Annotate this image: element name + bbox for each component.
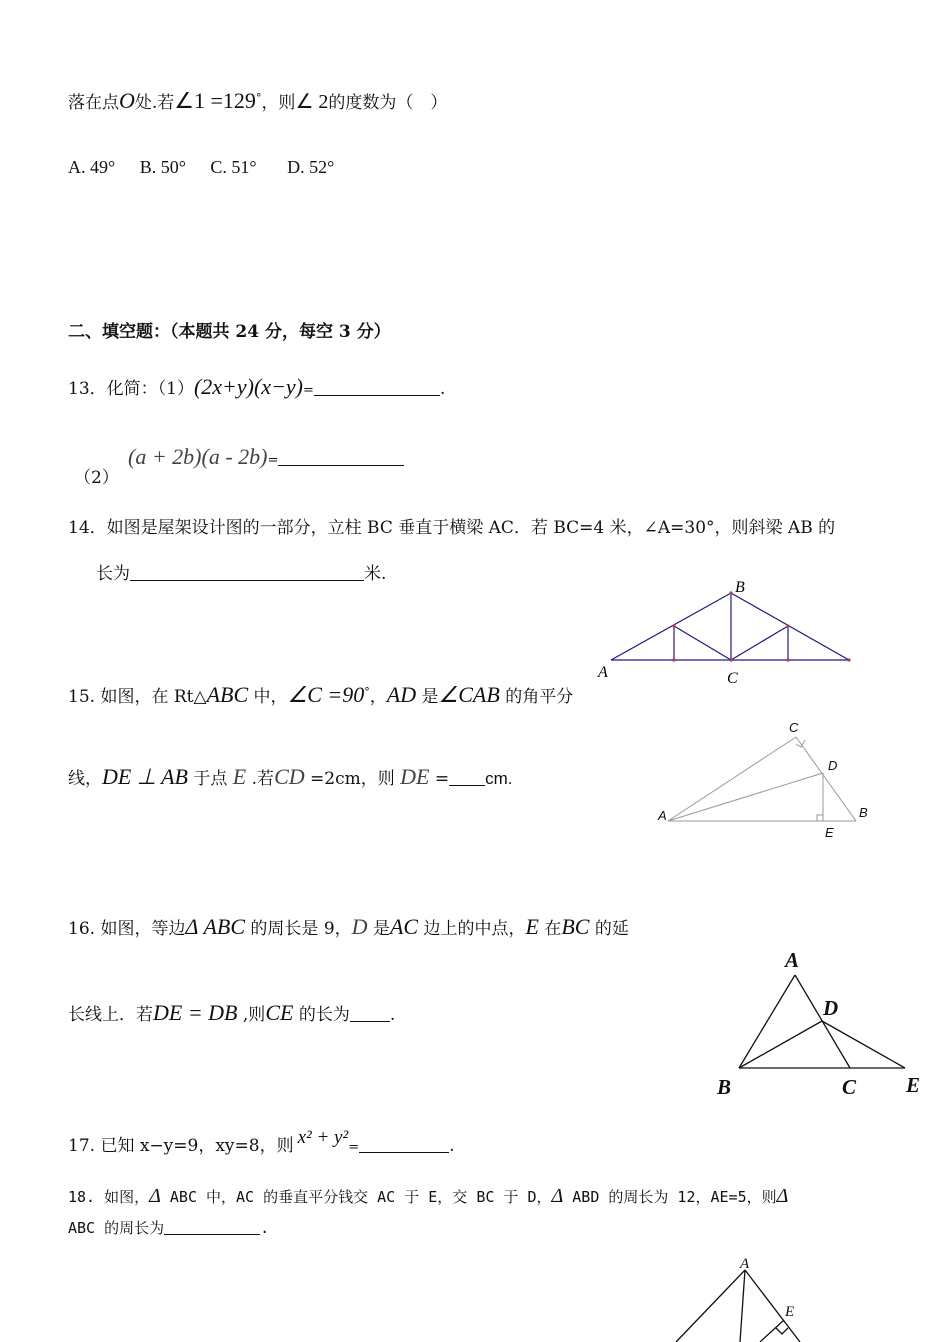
q12-text: 的度数为（ ）	[328, 93, 448, 113]
period: .	[449, 1136, 455, 1156]
q16-text: 16. 如图，等边	[68, 919, 186, 939]
q18-text: ABC 中，AC 的垂直平分钱交 AC 于 E，交 BC 于 D，	[160, 1188, 552, 1206]
q16-text: 边上的中点，	[418, 919, 526, 939]
triangle-name: ABC	[206, 682, 249, 707]
q15-text: 于点	[187, 769, 233, 789]
q16-text: ,则	[237, 1005, 266, 1025]
angle-c-expr: ∠C =90	[287, 682, 365, 707]
q16-text: 的周长是 9，	[245, 919, 352, 939]
q12-text: ，则	[261, 93, 296, 113]
segment-de: DE	[400, 764, 430, 789]
perpendicular-expr: DE ⊥ AB	[102, 764, 188, 789]
q13-expr2: (a + 2b)(a - 2b)	[128, 444, 268, 469]
q15-text: .若	[246, 769, 275, 789]
q14-text: 长为	[96, 564, 130, 584]
tri18-label-a: A	[740, 1256, 750, 1272]
q15-text: 的角平分	[499, 687, 574, 707]
q18-text: 18. 如图，	[68, 1188, 150, 1206]
q17-text: 17. 已知 x−y=9，xy=8，则	[68, 1136, 294, 1156]
option-b: B. 50°	[139, 157, 186, 177]
truss-label-c: C	[727, 670, 738, 687]
q16-text: 的长为	[293, 1005, 350, 1025]
q13-prefix: 13．化简：（1）	[68, 379, 194, 399]
tri15-label-e: E	[825, 825, 834, 840]
q13-sub2: （2）	[74, 468, 119, 488]
tri16-label-c: C	[842, 1075, 857, 1099]
q15-text: 是	[416, 687, 439, 707]
period: .	[260, 1219, 270, 1237]
option-c: C. 51°	[210, 157, 257, 177]
q12-text: 处.若	[134, 93, 175, 113]
section-title: 二、填空题：（本题共 24 分，每空 3 分）	[68, 322, 391, 342]
q13-expr1: (2x+y)(x−y)	[193, 374, 304, 399]
period: .	[439, 379, 446, 399]
q18-text: ABD 的周长为 12，AE=5，则	[563, 1188, 777, 1206]
point-e-label: E	[232, 764, 247, 789]
degree-sign: °	[364, 685, 370, 699]
segment-ad: AD	[386, 682, 417, 707]
q16-text: 的延	[589, 919, 629, 939]
segment-cd: CD	[274, 764, 305, 789]
q15-text: 15. 如图，在 Rt△	[68, 687, 207, 707]
equals-sign: =	[303, 383, 314, 398]
q16-equation: DE = DB	[153, 1000, 238, 1025]
option-a: A. 49°	[68, 157, 116, 177]
segment-ac: AC	[389, 914, 419, 939]
point-e-label: E	[525, 914, 539, 939]
q18-text: ABC 的周长为	[68, 1219, 165, 1237]
delta-symbol: Δ	[776, 1185, 789, 1207]
triangle-name: Δ ABC	[185, 914, 246, 939]
q17-expr: x² + y²	[297, 1127, 349, 1148]
tri16-label-d: D	[823, 996, 839, 1020]
q16-text: 是	[367, 919, 390, 939]
tri15-label-c: C	[789, 720, 799, 735]
point-o-label: O	[119, 88, 135, 113]
tri16-label-e: E	[906, 1073, 921, 1097]
truss-label-a: A	[598, 664, 608, 681]
point-d-label: D	[351, 914, 368, 939]
period: .	[389, 1005, 396, 1025]
unit-cm: cm.	[485, 769, 513, 788]
truss-label-b: B	[735, 579, 745, 596]
angle-2-expr: ∠ 2	[295, 91, 329, 113]
tri16-label-a: A	[785, 948, 800, 972]
q15-text: 中，	[248, 687, 288, 707]
equals-sign: =	[348, 1140, 360, 1155]
option-d: D. 52°	[287, 157, 335, 177]
angle-cab-expr: ∠CAB	[438, 682, 500, 707]
segment-ce: CE	[265, 1000, 294, 1025]
tri18-label-e: E	[785, 1304, 795, 1320]
angle-1-expr: ∠1 =129	[174, 88, 256, 113]
delta-symbol: Δ	[149, 1185, 161, 1207]
degree-sign: °	[255, 91, 262, 105]
q16-text: 长线上．若	[68, 1005, 153, 1025]
tri15-label-d: D	[828, 758, 838, 773]
equals-sign: =	[267, 453, 279, 468]
q14-line1: 14．如图是屋架设计图的一部分，立柱 BC 垂直于横梁 AC．若 BC=4 米，∠A=30°，则斜梁 AB 的	[68, 518, 836, 538]
q15-text: =2cm，则	[304, 769, 401, 789]
q14-text: 米.	[364, 564, 387, 584]
q15-text: ，	[369, 687, 387, 707]
delta-symbol: Δ	[551, 1185, 564, 1207]
segment-bc: BC	[561, 914, 590, 939]
tri15-label-a: A	[658, 808, 667, 823]
tri16-label-b: B	[717, 1075, 732, 1099]
equals-sign: =	[429, 769, 450, 789]
tri15-label-b: B	[859, 805, 868, 820]
q16-text: 在	[538, 919, 562, 939]
q15-text: 线，	[68, 769, 102, 789]
q12-text: 落在点	[68, 93, 119, 113]
